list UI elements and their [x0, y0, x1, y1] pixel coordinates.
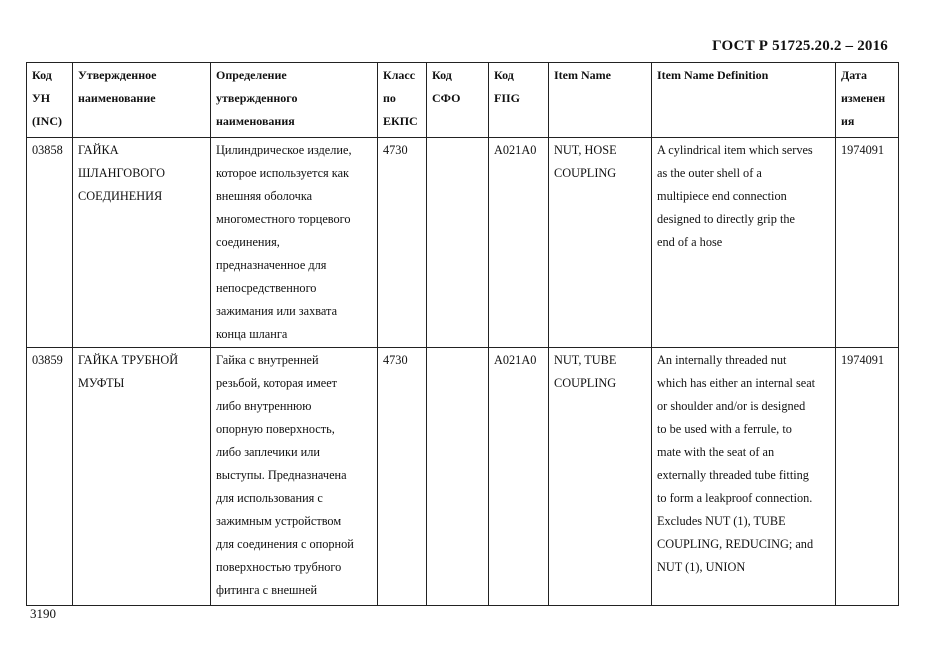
col-header-ekps-class: Класс по ЕКПС [378, 63, 427, 138]
col-header-definition: Определение утвержденного наименования [211, 63, 378, 138]
col-header-inc: Код УН (INC) [27, 63, 73, 138]
col-header-sfo-code: Код СФО [427, 63, 489, 138]
cell-sfo-code [427, 138, 489, 348]
table-header-row [27, 63, 899, 138]
col-header-fiig-code: Код FIIG [489, 63, 549, 138]
cell-inc: 03859 [27, 348, 73, 606]
cell-sfo-code [427, 348, 489, 606]
catalog-table [26, 62, 899, 606]
col-header-item-name: Item Name [549, 63, 652, 138]
cell-approved-name: ГАЙКА ШЛАНГОВОГО СОЕДИНЕНИЯ [73, 138, 211, 348]
page-number: 3190 [30, 606, 56, 621]
cell-fiig-code: A021A0 [489, 348, 549, 606]
cell-item-definition: An internally threaded nut which has either an internal seat or shoulder and/or is designed to be used with a ferrule, to mate with the seat of an externally threaded tube fitting to form a leakproof connection. Excludes NUT (1), TUBE COUPLING, REDUCING; and NUT (1), UNION [652, 348, 836, 606]
cell-change-date: 1974091 [836, 138, 899, 348]
cell-fiig-code: A021A0 [489, 138, 549, 348]
table-row [27, 348, 899, 606]
table-row [27, 138, 899, 348]
cell-definition: Гайка с внутренней резьбой, которая имеет либо внутреннюю опорную поверхность, либо заплечики или выступы. Предназначена для использования с зажимным устройством для соединения с опорной поверхностью трубного фитинга с внешней [211, 348, 378, 606]
cell-definition: Цилиндрическое изделие, которое используется как внешняя оболочка многоместного торцевого соединения, предназначенное для непосредственного зажимания или захвата конца шланга [211, 138, 378, 348]
col-header-item-definition: Item Name Definition [652, 63, 836, 138]
cell-inc: 03858 [27, 138, 73, 348]
col-header-approved-name: Утвержденное наименование [73, 63, 211, 138]
col-header-change-date: Дата изменен ия [836, 63, 899, 138]
cell-item-definition: A cylindrical item which serves as the outer shell of a multipiece end connection designed to directly grip the end of a hose [652, 138, 836, 348]
cell-item-name: NUT, HOSE COUPLING [549, 138, 652, 348]
document-code: ГОСТ Р 51725.20.2 – 2016 [712, 38, 888, 54]
cell-approved-name: ГАЙКА ТРУБНОЙ МУФТЫ [73, 348, 211, 606]
cell-ekps-class: 4730 [378, 348, 427, 606]
cell-change-date: 1974091 [836, 348, 899, 606]
cell-ekps-class: 4730 [378, 138, 427, 348]
cell-item-name: NUT, TUBE COUPLING [549, 348, 652, 606]
